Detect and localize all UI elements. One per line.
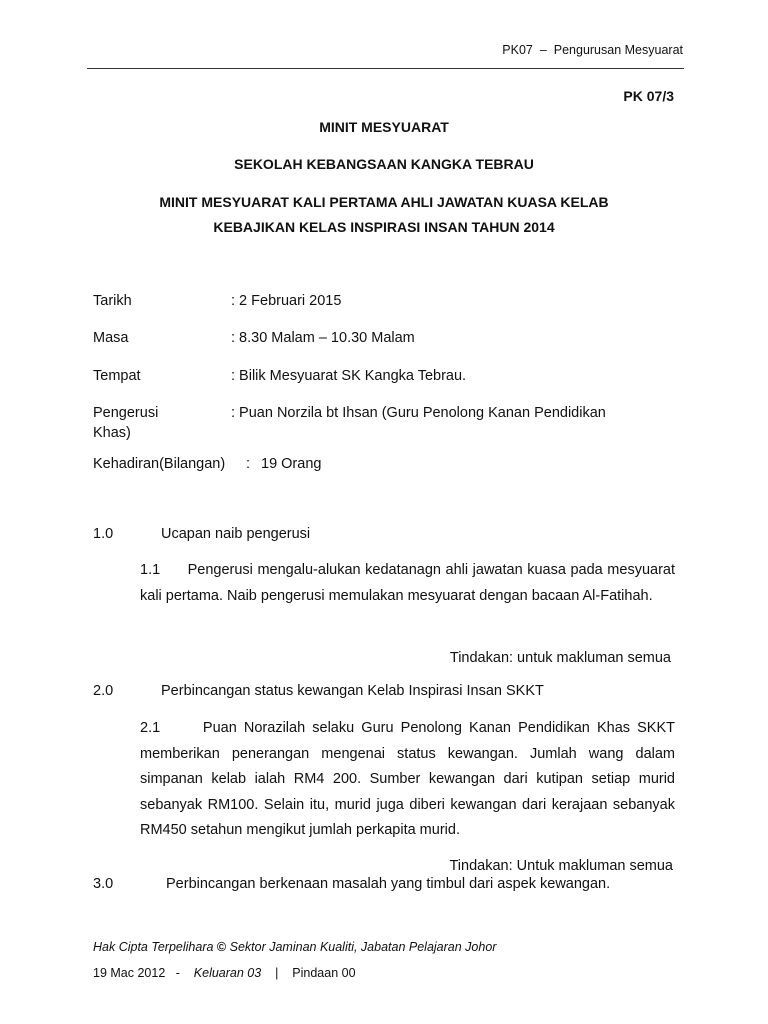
agenda-2-1-paragraph [140,716,675,844]
revision-separator-pipe: | [275,966,279,980]
copyright-line [93,940,496,954]
document-number: PK 07/3 [623,88,674,104]
time-label: Masa [93,330,129,346]
running-header [502,43,683,57]
date-value: : 2 Februari 2015 [231,293,342,309]
agenda-1-action: Tindakan: untuk makluman semua [449,650,671,666]
attendance-value: 19 Orang [261,456,322,472]
revision-line [93,966,356,980]
issue-date: 19 Mac 2012 [93,966,166,980]
agenda-3-title: Perbincangan berkenaan masalah yang timbul dari aspek kewangan. [166,876,611,892]
agenda-2-1-text: Puan Norazilah selaku Guru Penolong Kanan Pendidikan Khas SKKT memberikan penerangan mengenai status kewangan. Jumlah wang dalam simpanan kelab ialah RM4 200. Sumber kewangan dari kutipan setiap murid sebanyak RM100. Selain itu, murid juga diberi kewangan dari kerajaan sebanyak RM450 setahun mengikut jumlah perkapita murid. [140,720,676,838]
title-meeting-line2: KEBAJIKAN KELAS INSPIRASI INSAN TAHUN 2014 [213,219,555,235]
title-meeting-line1: MINIT MESYUARAT KALI PERTAMA AHLI JAWATAN KUASA KELAB [159,194,609,210]
attendance-label: Kehadiran(Bilangan) [93,456,226,472]
place-label: Tempat [93,368,141,384]
place-value: : Bilik Mesyuarat SK Kangka Tebrau. [231,368,467,384]
header-dash: – [539,43,547,57]
amendment-number: Pindaan 00 [292,966,356,980]
release-number: Keluaran 03 [193,966,262,980]
agenda-2-action: Tindakan: Untuk makluman semua [449,858,673,874]
chair-value: : Puan Norzila bt Ihsan (Guru Penolong Kanan Pendidikan [231,405,606,421]
agenda-2-1-number: 2.1 [140,720,161,736]
title-minutes: MINIT MESYUARAT [319,119,449,135]
title-school: SEKOLAH KEBANGSAAN KANGKA TEBRAU [234,156,534,172]
module-code: PK07 [502,43,533,57]
copyright-prefix: Hak Cipta Terpelihara [93,940,214,954]
attendance-separator: : [246,456,251,472]
revision-separator-dash: - [175,966,180,980]
chair-label: Pengerusi [93,405,159,421]
agenda-2-number: 2.0 [93,683,114,699]
agenda-1-1-text: Pengerusi mengalu-alukan kedatanagn ahli jawatan kuasa pada mesyuarat kali pertama. Naib pengerusi memulakan mesyuarat dengan bacaan Al-Fatihah. [140,562,676,604]
agenda-1-title: Ucapan naib pengerusi [161,526,311,542]
agenda-1-1-paragraph [140,558,675,609]
copyright-suffix: Sektor Jaminan Kualiti, Jabatan Pelajaran Johor [229,940,497,954]
module-title: Pengurusan Mesyuarat [553,43,683,57]
agenda-3-number: 3.0 [93,876,114,892]
chair-value-continued: Khas) [93,425,131,441]
agenda-2-title: Perbincangan status kewangan Kelab Inspirasi Insan SKKT [161,683,544,699]
agenda-1-number: 1.0 [93,526,114,542]
time-value: : 8.30 Malam – 10.30 Malam [231,330,415,346]
header-divider [87,68,684,69]
date-label: Tarikh [93,293,132,309]
agenda-1-1-number: 1.1 [140,562,161,578]
copyright-icon: © [216,940,227,954]
